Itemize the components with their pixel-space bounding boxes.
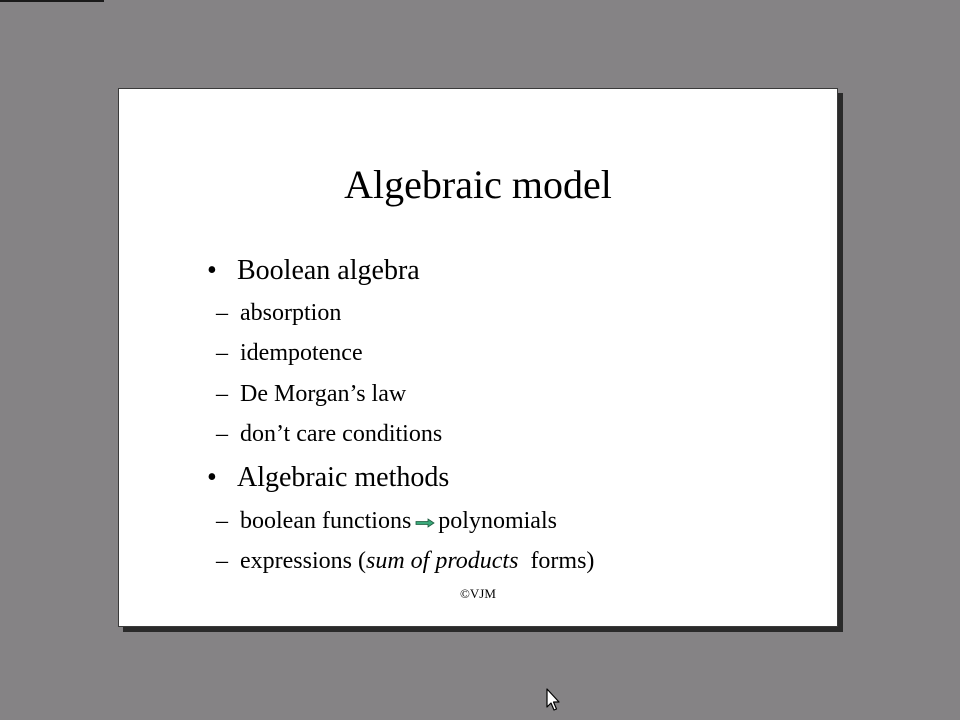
top-strip bbox=[0, 0, 104, 2]
sub-item-expressions bbox=[216, 547, 594, 575]
sub-item-label: idempotence bbox=[240, 340, 363, 366]
dash-glyph: – bbox=[216, 300, 228, 326]
sub-item-boolean-functions bbox=[216, 507, 557, 536]
sub-item-left: boolean functions bbox=[240, 508, 412, 534]
dash-glyph: – bbox=[216, 508, 228, 534]
dash-glyph: – bbox=[216, 548, 228, 574]
dash-glyph: – bbox=[216, 340, 228, 366]
sub-item-de-morgans-law bbox=[216, 380, 406, 408]
dash-glyph: – bbox=[216, 381, 228, 407]
mouse-cursor-icon bbox=[546, 688, 560, 717]
bullet-glyph: • bbox=[207, 255, 217, 286]
bullet-algebraic-methods bbox=[207, 462, 449, 494]
copyright-text: ©VJM bbox=[460, 586, 496, 601]
sub-item-label: absorption bbox=[240, 300, 342, 326]
sub-item-label: De Morgan’s law bbox=[240, 381, 407, 407]
bullet-glyph: • bbox=[207, 462, 217, 493]
sub-item-pre: expressions ( bbox=[240, 548, 366, 574]
dash-glyph: – bbox=[216, 421, 228, 447]
bullet-label: Boolean algebra bbox=[237, 255, 420, 286]
bullet-boolean-algebra bbox=[207, 255, 420, 287]
bullet-label: Algebraic methods bbox=[237, 462, 450, 493]
sub-item-emphasis: sum of products bbox=[365, 548, 519, 574]
slide-title: Algebraic model bbox=[344, 162, 612, 207]
sub-item-absorption bbox=[216, 299, 341, 327]
sub-item-post: forms) bbox=[518, 548, 595, 574]
slide bbox=[118, 88, 838, 627]
sub-item-label: don’t care conditions bbox=[240, 421, 443, 447]
sub-item-dont-care bbox=[216, 420, 442, 448]
sub-item-right: polynomials bbox=[438, 508, 557, 534]
right-arrow-icon bbox=[415, 507, 435, 535]
sub-item-idempotence bbox=[216, 339, 363, 367]
